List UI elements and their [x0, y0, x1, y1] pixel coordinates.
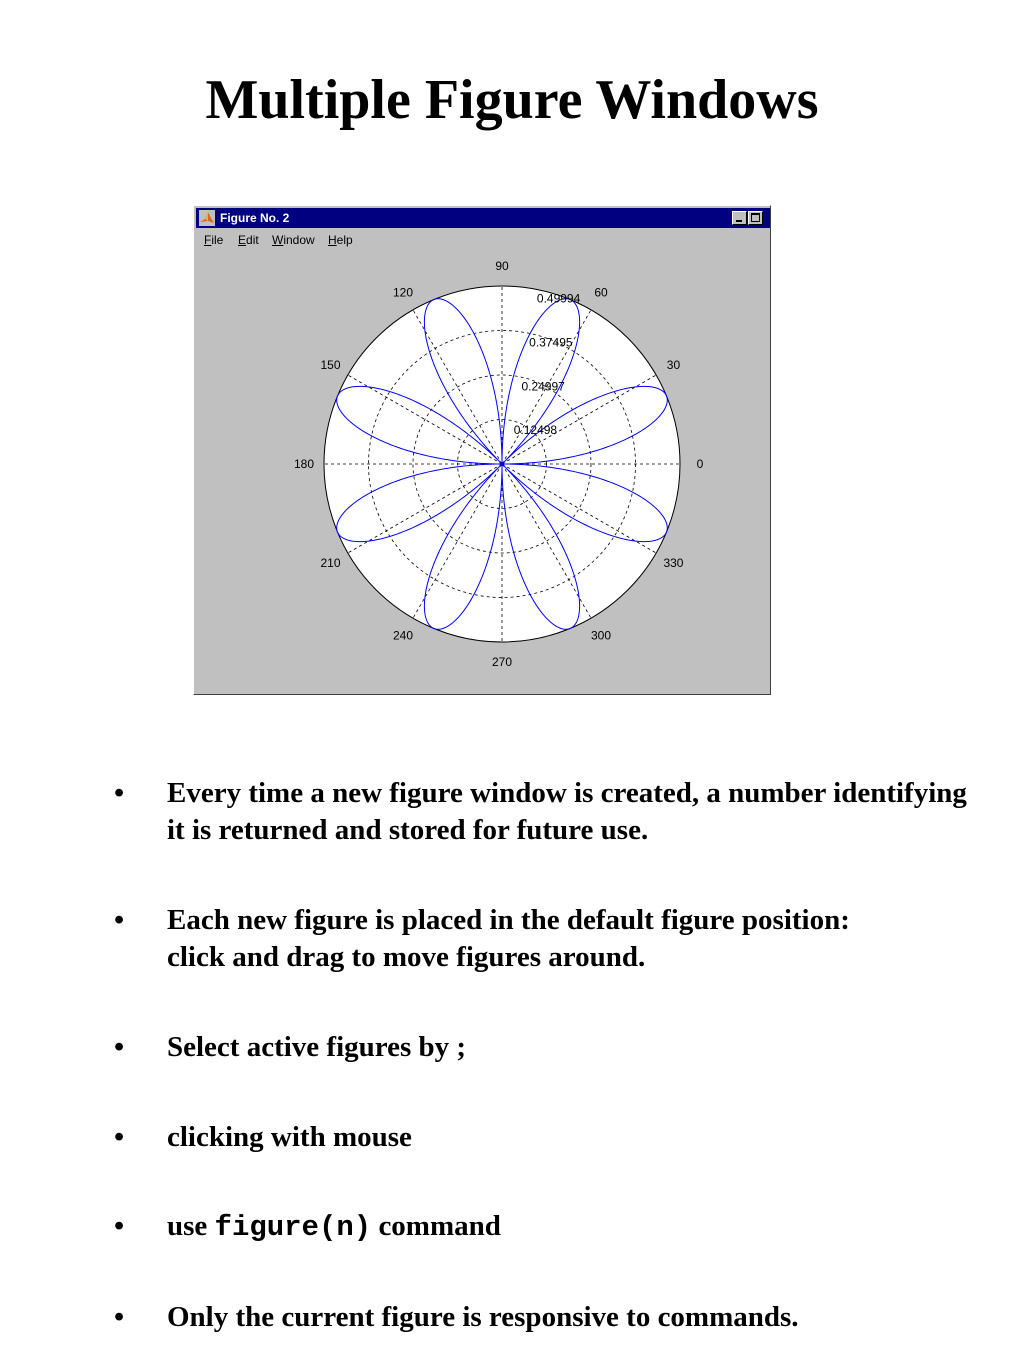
bullet-text: clicking with mouse: [167, 1121, 412, 1153]
bullet-marker: •: [114, 1301, 125, 1333]
code-figure-n: figure(n): [214, 1211, 372, 1244]
angle-tick-label: 240: [392, 628, 414, 643]
radial-tick-label: 0.24997: [521, 379, 565, 394]
angle-tick-label: 300: [590, 628, 612, 643]
menu-file[interactable]: File: [204, 233, 224, 247]
angle-tick-label: 330: [663, 556, 684, 570]
window-title: Figure No. 2: [220, 211, 290, 225]
radial-tick-label: 0.49994: [536, 291, 581, 306]
bullet-text-post: command: [371, 1210, 501, 1242]
menu-help[interactable]: Help: [328, 233, 353, 247]
bullet-text: Only the current figure is responsive to commands.: [167, 1301, 799, 1333]
bullet-text-pre: use: [167, 1210, 215, 1242]
figure-window[interactable]: [193, 205, 771, 695]
angle-tick-label: 30: [666, 358, 681, 372]
angle-tick-label: 90: [495, 259, 509, 273]
bullet-marker: •: [114, 904, 125, 936]
bullet-text: Select active figures by ;: [167, 1031, 467, 1063]
angle-tick-label: 60: [594, 285, 608, 300]
angle-tick-label: 120: [392, 285, 414, 300]
bullet-marker: •: [114, 1121, 125, 1153]
bullet-text: Every time a new figure window is created, a number identifying it is returned and stored for future use.: [167, 777, 967, 846]
angle-tick-label: 180: [293, 457, 315, 471]
bullet-text: Each new figure is placed in the default figure position: click and drag to move figures around.: [167, 904, 850, 973]
slide-title: Multiple Figure Windows: [205, 69, 819, 131]
menu-window[interactable]: Window: [272, 233, 315, 247]
bullet-marker: •: [114, 777, 125, 809]
bullet-text: [167, 1208, 967, 1246]
angle-tick-label: 270: [491, 655, 513, 669]
bullet-marker: •: [114, 1031, 125, 1063]
bullet-marker: •: [114, 1210, 125, 1242]
angle-tick-label: 210: [320, 556, 341, 570]
radial-tick-label: 0.12498: [513, 423, 558, 438]
angle-tick-label: 150: [320, 358, 341, 372]
radial-tick-label: 0.37495: [529, 335, 573, 350]
polar-plot: [194, 206, 770, 694]
menu-edit[interactable]: Edit: [238, 233, 259, 247]
angle-tick-label: 0: [696, 457, 704, 471]
